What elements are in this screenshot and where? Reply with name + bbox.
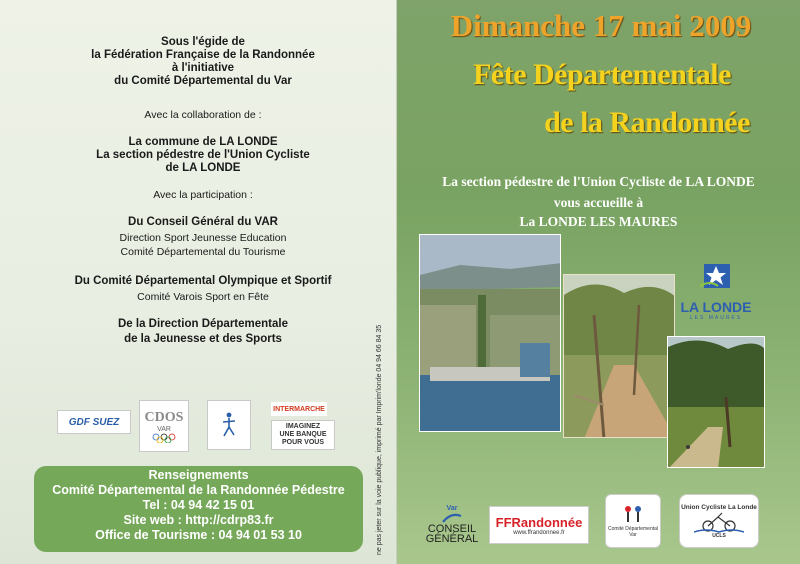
partner-logos [55,398,345,456]
ffr-url: www.ffrandonnee.fr [513,529,565,536]
la-londe-logo [671,262,761,324]
conseil-general-logo [421,502,483,546]
cg-var-tag: Var [446,504,458,512]
info-box [34,466,363,552]
welcome-line1: La section pédestre de l'Union Cycliste de LA LONDE [442,174,755,189]
marina-photo [419,234,561,432]
info-tourisme: Office de Tourisme : 04 94 01 53 10 [95,528,302,542]
comite-var-logo [605,494,661,548]
right-panel [397,0,800,564]
info-org: Comité Départemental de la Randonnée Pédestre [52,483,345,497]
ca-line: POUR VOUS [281,439,324,446]
trail-photo [667,336,765,468]
cg-line1: CONSEIL [427,522,477,535]
cdos-line: Comité Varois Sport en Fête [137,291,269,303]
union-cycliste-logo [679,494,759,548]
marina-aerial-image [420,235,561,432]
event-title-line2: de la Randonnée [544,106,750,139]
ddjs-line: de la Jeunesse et des Sports [124,333,282,345]
patronage-line: à l'initiative [171,62,235,74]
welcome-line3: La LONDE LES MAURES [519,214,678,229]
jeunesse-sports-logo [207,400,251,450]
ddjs-block [40,318,366,346]
forest-path-image [564,275,675,438]
conseil-head: Du Conseil Général du VAR [128,216,278,228]
cdos-logo-sub: VAR [157,425,171,433]
conseil-line: Comité Départemental du Tourisme [120,246,286,258]
cdos-logo [139,400,189,452]
ca-line: IMAGINEZ [285,423,321,430]
cyclist-icon [694,511,744,533]
trail-trees-image [668,337,765,468]
ddjs-line: De la Direction Départementale [117,318,288,330]
printer-note: ne pas jeter sur la voie publique, imprimé par Imprim'londe 04 94 66 84 35 [376,324,383,555]
cdos-logo-text: CDOS [144,409,184,425]
swoosh-icon [441,512,463,524]
collab-intro: Avec la collaboration de : [144,109,262,121]
la-londe-sub: LES MAURES [689,315,743,321]
event-title-line1: Fête Départementale [473,58,731,91]
olympic-rings-icon [151,433,177,443]
ffr-name: FFRandonnée [495,514,583,530]
runner-figure-icon [218,411,240,439]
hikers-icon [618,504,648,526]
event-date: Dimanche 17 mai 2009 [450,8,752,43]
la-londe-name: LA LONDE [680,299,752,315]
patronage-line: la Fédération Française de la Randonnée [91,49,315,61]
collab-line: La commune de LA LONDE [128,136,278,148]
info-web: Site web : http://cdrp83.fr [123,513,274,527]
cdv-name: Comité Départemental Var [607,526,659,538]
patronage-line: Sous l'égide de [161,36,245,48]
ca-line: UNE BANQUE [279,431,327,438]
collab-block [40,136,366,175]
forest-path-photo [563,274,675,438]
particip-intro: Avec la participation : [153,189,253,201]
cdos-head: Du Comité Départemental Olympique et Sportif [74,275,332,287]
gdf-suez-logo: GDF SUEZ [57,410,131,434]
welcome-line2: vous accueille à [553,195,644,210]
cg-line2: GÉNÉRAL [425,532,479,545]
patronage-block [40,36,366,88]
collab-line: La section pédestre de l'Union Cycliste [96,149,310,161]
info-tel: Tel : 04 94 42 15 01 [142,498,255,512]
patronage-line: du Comité Départemental du Var [114,75,292,87]
intermarche-logo: INTERMARCHE [271,402,327,416]
conseil-line: Direction Sport Jeunesse Education [119,232,287,244]
cdos-block [40,275,366,304]
ucl-name: Union Cycliste La Londe [681,503,757,511]
collab-line: de LA LONDE [165,162,241,174]
ucl-abbr: UCLS [712,532,726,539]
info-title: Renseignements [148,468,249,482]
left-panel [0,0,397,564]
credit-agricole-logo [271,420,335,450]
star-logo-icon [696,262,736,292]
conseil-block [40,216,366,259]
ffrandonnee-logo [489,506,589,544]
